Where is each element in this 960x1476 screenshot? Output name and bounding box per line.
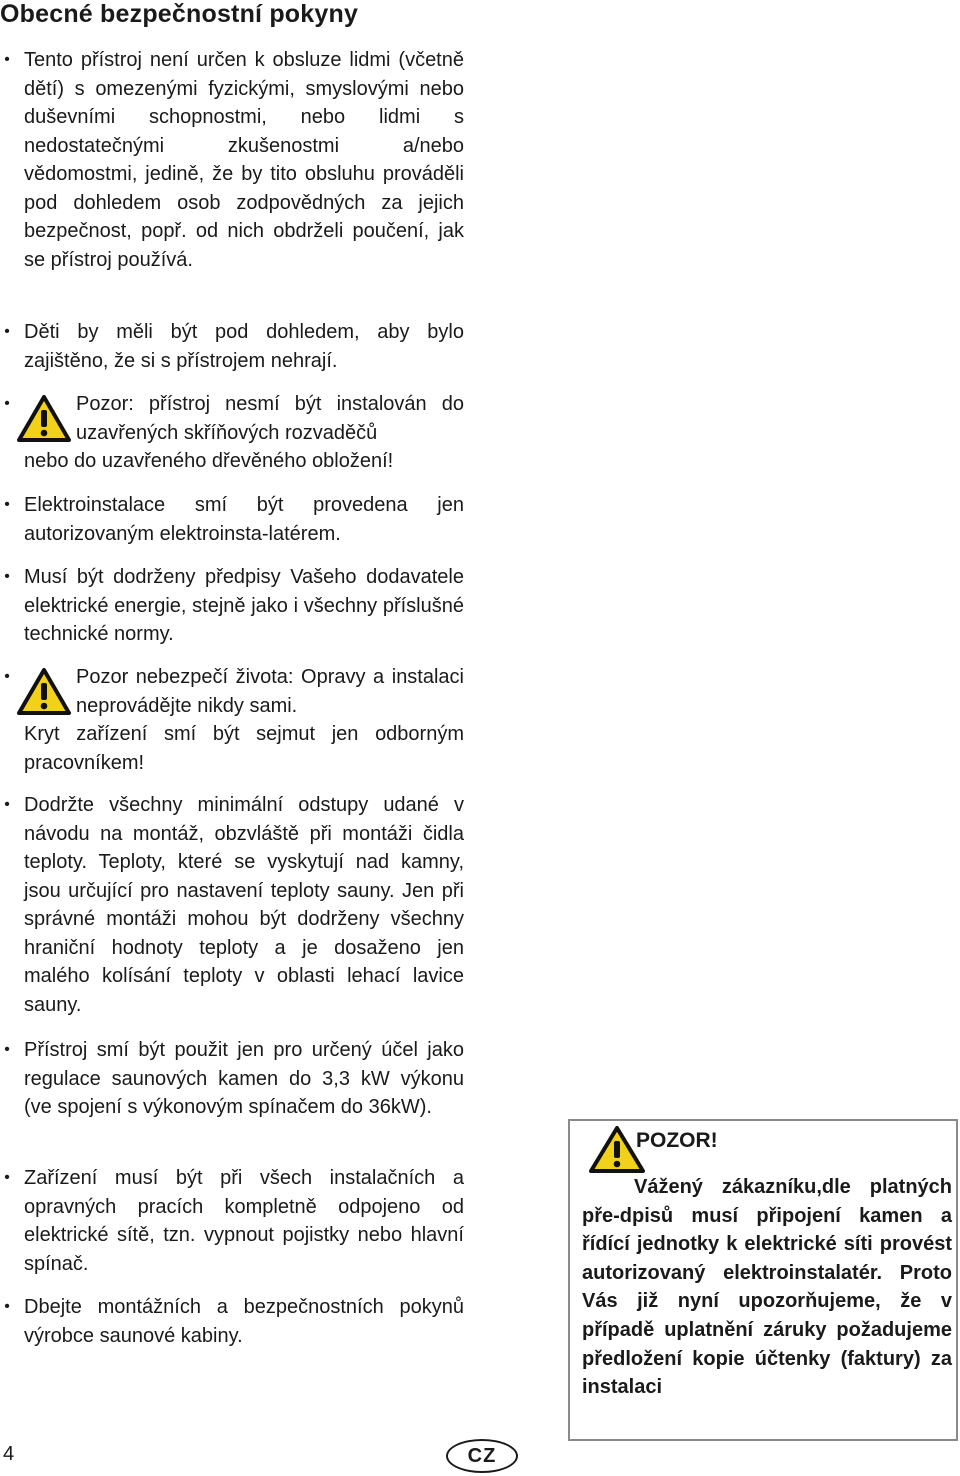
list-item — [4, 1293, 464, 1350]
list-item-text: Dbejte montážních a bezpečnostních pokynů výrobce saunové kabiny. — [24, 1296, 464, 1347]
list-item — [4, 46, 464, 274]
bullet-point: • — [4, 323, 10, 340]
bullet-point: • — [4, 395, 10, 412]
list-item — [4, 563, 464, 649]
notice-title: POZOR! — [636, 1129, 718, 1152]
list-item-text: Zařízení musí být při všech instalačních a opravných pracích kompletně odpojeno od elektrické sítě, tzn. vypnout pojistky nebo hlavní spínač. — [24, 1167, 464, 1275]
bullet-point: • — [4, 1298, 10, 1315]
list-item — [4, 1036, 464, 1122]
warning-notice-box — [568, 1119, 958, 1441]
bullet-point: • — [4, 568, 10, 585]
language-badge: CZ — [446, 1439, 518, 1473]
list-item — [4, 491, 464, 548]
list-item-text: Dodržte všechny minimální odstupy udané v návodu na montáž, obzvláště při montáži čidla teploty. Teploty, které se vyskytují nad kamny, jsou určující pro nastavení teploty sauny. Jen při správné montáži mohou být dodrženy všechny hraniční hodnoty teploty a je dosaženo jen malého kolísání teploty v oblasti lehací lavice sauny. — [24, 794, 464, 1016]
list-item-text: Elektroinstalace smí být provedena jen autorizovaným elektroinsta-latérem. — [24, 494, 464, 545]
bullet-point: • — [4, 496, 10, 513]
list-item — [4, 791, 464, 1019]
list-item-text: Děti by měli být pod dohledem, aby bylo zajištěno, že si s přístrojem nehrají. — [24, 321, 464, 372]
bullet-point: • — [4, 1169, 10, 1186]
list-item-text: Přístroj smí být použit jen pro určený účel jako regulace saunových kamen do 3,3 kW výkonu (ve spojení s výkonovým spínačem do 36kW). — [24, 1039, 464, 1118]
warning-text-continued: Kryt zařízení smí být sejmut jen odborným pracovníkem! — [24, 723, 464, 774]
page-title: Obecné bezpečnostní pokyny — [0, 0, 359, 28]
bullet-point: • — [4, 1041, 10, 1058]
warning-text: Pozor nebezpečí života: Opravy a instalaci neprovádějte nikdy sami. — [76, 666, 464, 717]
bullet-point: • — [4, 51, 10, 68]
list-item-warning — [4, 390, 464, 476]
notice-body: Vážený zákazníku,dle platných pře-dpisů musí připojení kamen a řídící jednotky k elektrické síti provést autorizovaný elektroinstalatér. Proto Vás již nyní upozorňujeme, že v případě uplatnění záruky požadujeme předložení kopie účtenky (faktury) za instalaci — [582, 1176, 952, 1399]
bullet-point: • — [4, 796, 10, 813]
warning-text: Pozor: přístroj nesmí být instalován do uzavřených skříňových rozvaděčů — [76, 393, 464, 444]
warning-triangle-icon — [16, 394, 72, 444]
list-item — [4, 318, 464, 375]
list-item-text: Tento přístroj není určen k obsluze lidmi (včetně dětí) s omezenými fyzickými, smyslovými nebo duševními schopnostmi, nebo lidmi s nedostatečnými zkušenostmi a/nebo vědomostmi, jedině, že by tito obsluhu prováděli pod dohledem osob zodpovědných za jejich bezpečnost, popř. od nich obdrželi poučení, jak se přístroj používá. — [24, 49, 464, 271]
page-number: 4 — [3, 1443, 15, 1465]
warning-text-continued: nebo do uzavřeného dřevěného obložení! — [24, 450, 394, 472]
list-item — [4, 1164, 464, 1278]
warning-triangle-icon — [16, 667, 72, 717]
list-item-warning — [4, 663, 464, 777]
list-item-text: Musí být dodrženy předpisy Vašeho dodavatele elektrické energie, stejně jako i všechny příslušné technické normy. — [24, 566, 464, 645]
bullet-point: • — [4, 668, 10, 685]
